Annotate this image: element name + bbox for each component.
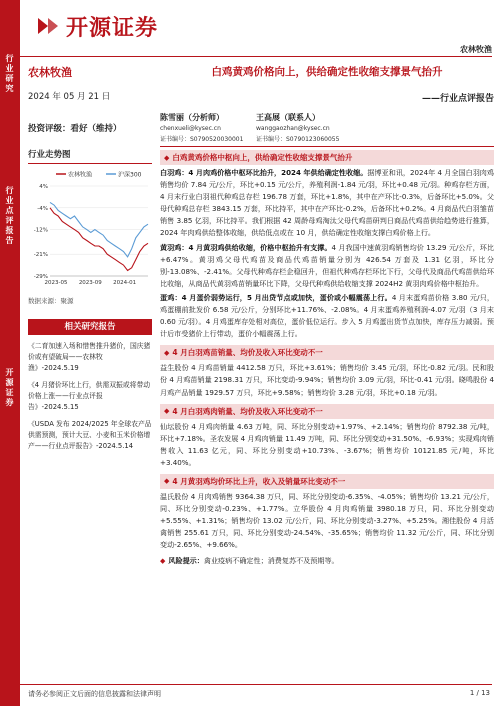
right-column [160,62,494,568]
page-header [20,0,500,60]
related-item[interactable]: 《二育加速入场和惜售推升猪价，国庆猪价或有望破局——农林牧渔》-2024.5.19 [28,342,151,372]
footer-disclaimer: 请务必参阅正文后面的信息披露和法律声明 [28,690,161,698]
side-strip [0,0,20,706]
related-item[interactable]: 《4 月猪价环比上行，供需双振或将带动价格上涨——行业点评报告》-2024.5.15 [28,381,151,411]
section-title: 4 月白羽鸡肉销量、均价及收入环比变动不一 [172,406,323,416]
diamond-bullet-icon: ◆ [164,153,170,162]
risk-warning [160,555,494,567]
y-tick-label: -21% [33,252,48,259]
section-bar [160,474,494,489]
related-research-title: 相关研究报告 [28,319,152,335]
paragraph-chick-sales: 益生股份 4 月鸡苗销量 4412.58 万只，环比+3.61%；销售均价 3.45 元/羽，环比-0.82 元/羽。民和股份 4 月鸡苗销量 2198.31 万只，环比变动-9.94%；销售均价 3.09 元/羽，环比-0.41 元/羽。晓鸣股份 4 月鸡产品销量 1929.57 万只，环比+9.58%；销售均价 3.28 元/羽，环比+0.18 元/羽。 [160,363,494,397]
paragraph-body: 4 月我国中速黄羽鸡销售均价 13.29 元/公斤，环比+6.47%。黄羽鸡父母代鸡苗及商品代鸡苗销量分别为 426.54 万套及 1.31 亿羽，环比分别-13.08%、-2.41%。父母代种鸡存栏企稳回升，但祖代种鸡存栏环比下行，父母代及商品代鸡苗供给环比收缩，从商品代黄羽鸡苗销量环比下降，父母代种鸡供给收缩支撑 2024H2 黄羽肉鸡价格中枢抬升。 [160,242,495,288]
diamond-bullet-icon: ◆ [164,407,170,416]
y-tick-label: 4% [39,184,48,190]
related-research-list [28,341,152,452]
paragraph-lead: 白羽鸡：4 月肉鸡价格中枢环比抬升，2024 年供给确定性收缩。 [160,168,368,177]
report-subtitle: ——行业点评报告 [421,94,494,104]
key-point-bar [160,150,494,165]
paragraph-lead: 黄羽鸡：4 月黄羽鸡供给收缩，价格中枢抬升有支撑。 [160,242,332,252]
header-divider [20,56,492,57]
company-name: 开源证券 [66,16,159,41]
section-title: 4 月黄羽鸡均价环比上升，收入及销量环比变动不一 [172,476,346,486]
analyst-email[interactable]: chenxueli@kysec.cn [160,125,221,132]
key-point-title: 白鸡黄鸡价格中枢向上，供给确定性收缩支撑景气抬升 [172,153,353,162]
analyst-cert: 证书编号：S0790123060055 [256,136,340,143]
section-bar [160,404,494,419]
sector-title: 农林牧渔 [28,66,72,79]
left-column [28,62,152,452]
analyst-card [256,112,340,143]
trend-title: 行业走势图 [28,148,152,164]
trend-chart-svg [28,168,152,294]
paragraph-egg-chicken [160,292,494,340]
side-strip-middle: 行业点评报告 [5,186,15,245]
paragraph-yellow-feather [160,242,494,290]
x-tick-label: 2024-01 [113,280,137,286]
rating-value: 看好（维持） [70,124,122,134]
analyst-card [160,112,244,143]
diamond-bullet-icon: ◆ [160,557,166,566]
paragraph-meat-sales: 仙坛股份 4 月鸡肉销量 4.63 万吨，同、环比分别变动+1.97%、+2.14%；销售均价 8792.38 元/吨，环比+7.18%。圣农发展 4 月鸡肉销量 11.49 万吨，同、环比分别变动+31.50%、-6.93%；实现鸡肉销售收入 11.63 亿元，同、环比分别变动+10.73%、-3.67%；销售均价 10121.85 元/吨，环比+3.40%。 [160,421,494,467]
related-item[interactable]: 《USDA 发布 2024/2025 年全球农产品供需预测，预计大豆、小麦和玉米价格增产——行业点评报告》-2024.5.14 [28,420,152,450]
analyst-cert: 证书编号：S0790520030001 [160,136,244,143]
paragraph-yellow-sales: 温氏股份 4 月肉鸡销售 9364.38 万只，同、环比分别变动-6.35%、-4.05%；销售均价 13.21 元/公斤，同、环比分别变动-0.23%、+1.77%。立华股份 4 月肉鸡销量 3980.18 万只，同、环比分别变动+5.55%、+1.31%；销售均价 13.02 元/公斤，同、环比分别变动-3.27%、+5.25%。湘佳股份 4 月活禽销售 255.61 万只，同、环比分别变动-24.54%、-35.65%；销售均价 11.32 元/公斤，同、环比分别变动-2.65%、+9.66%。 [160,491,494,550]
risk-text: 禽业疫病不确定性；消费复苏不及预期等。 [203,556,339,566]
rating-label: 投资评级： [28,124,71,134]
paragraph-body: 据博亚和讯，2024年 4 月全国白羽肉鸡销售均价 7.84 元/公斤，环比+0.15 元/公斤，养殖利润-1.84 元/羽，环比+0.48 元/羽。种鸡存栏方面，4 月末行业白羽祖代种鸡总存栏 196.78 万套，环比+1.8%，其中在产环比-0.3%，后备环比+5.0%。父母代种鸡总存栏 3843.15 万套，环比持平，其中在产环比-0.2%，后备环比+0.2%。4 月商品代白羽雏苗销售 3.85 亿羽，环比持平。我们根据 42 周龄母鸡淘汰父母代鸡苗研判日商品代鸡苗供给趋势进行推算，2024 年肉鸡供给整体收缩，供给低点或在 10 月，供给确定性收缩支撑白鸡价格上行。 [160,168,495,238]
side-strip-bottom: 开源证券 [5,368,15,407]
company-logo-icon [36,14,60,38]
analysts-block [160,112,494,147]
investment-rating [28,122,152,134]
paragraph-lead: 蛋鸡：4 月蛋价弱势运行，5 月出贷节点或加快，蛋价或小幅震荡上行。 [160,292,392,302]
report-title: 白鸡黄鸡价格向上，供给确定性收缩支撑景气抬升 [211,66,443,78]
legend-label: 沪深300 [118,171,142,179]
footer-divider [20,684,492,685]
x-tick-label: 2023-09 [78,280,102,286]
section-bar [160,345,494,360]
paragraph-white-feather [160,167,494,240]
report-date: 2024 年 05 月 21 日 [28,92,111,102]
diamond-bullet-icon: ◆ [164,477,170,486]
y-tick-label: -4% [37,205,48,212]
diamond-bullet-icon: ◆ [164,348,170,357]
legend-label: 农林牧渔 [68,171,93,179]
y-tick-label: -12% [33,227,48,234]
x-tick-label: 2023-05 [44,280,68,286]
section-title: 4 月白羽鸡苗销量、均价及收入环比变动不一 [172,348,323,358]
sector-tag: 农林牧渔 [460,45,492,54]
y-tick-label: -29% [33,274,48,280]
paragraph-body: 4 月末蛋鸡苗价格 3.80 元/只，鸡蛋棚前批发价 6.58 元/公斤，分别环比+11.76%、-2.08%。4 月末蛋鸡养殖利润-4.07 元/羽（3 月末 0.60 元/羽）。4 月鸡蛋库存处相对高位，蛋价低位运行。步入 5 月鸡蛋出货节点加快，库存压力减弱。预计后市受猪价上行带动，蛋价小幅震荡上行。 [160,292,494,339]
analyst-name: 王高展（联系人） [256,113,320,122]
side-strip-top: 行业研究 [5,54,15,93]
risk-label: 风险提示： [168,556,204,566]
data-source: 数据来源：聚源 [28,297,74,305]
analyst-email[interactable]: wanggaozhan@kysec.cn [256,125,330,132]
trend-chart [28,168,152,294]
series-line [50,208,148,271]
page-number: 1 / 13 [469,689,490,697]
analyst-name: 陈雪丽（分析师） [160,113,224,122]
